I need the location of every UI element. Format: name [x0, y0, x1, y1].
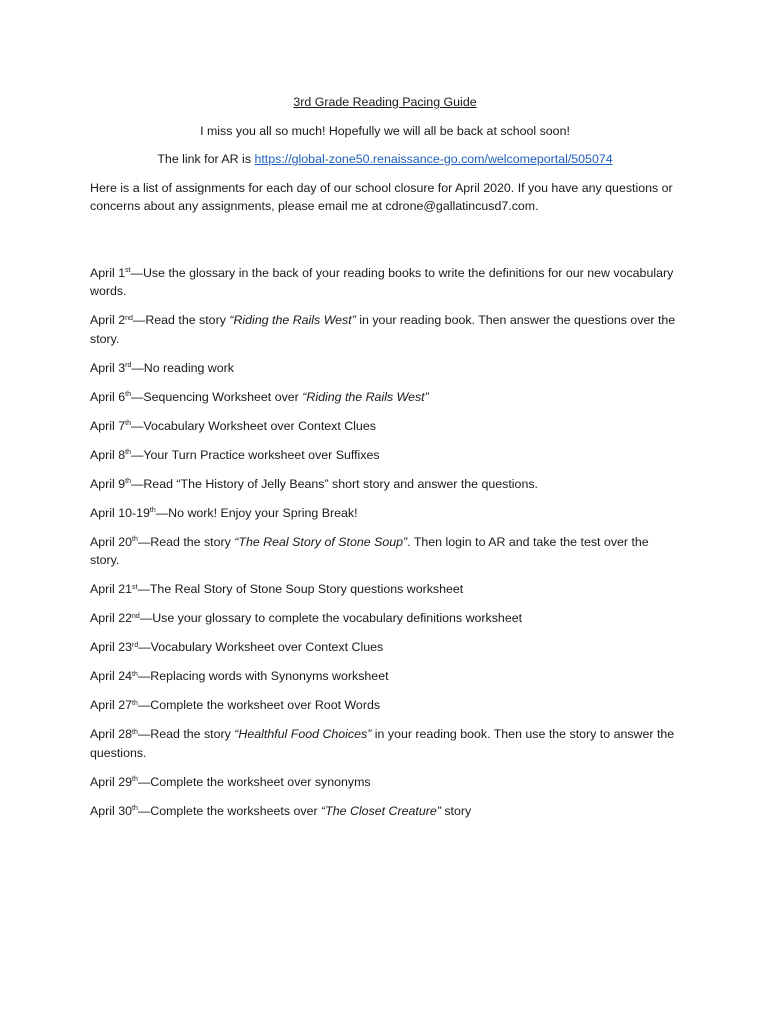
- assignment-text: —Use your glossary to complete the vocabulary definitions worksheet: [139, 611, 523, 625]
- story-title: “Riding the Rails West”: [229, 313, 356, 327]
- assignment-day: April 30: [90, 803, 133, 818]
- day-ordinal-suffix: st: [125, 267, 131, 275]
- assignment-entry: [90, 580, 680, 599]
- assignment-text: —Vocabulary Worksheet over Context Clues: [130, 418, 376, 433]
- assignment-day: April 29: [90, 774, 133, 789]
- assignment-entry: [90, 359, 680, 378]
- day-ordinal-suffix: th: [125, 449, 131, 457]
- assignment-list: [90, 264, 680, 821]
- assignment-day: April 21: [90, 582, 133, 596]
- document-page: [90, 93, 680, 831]
- assignment-day: April 22: [90, 611, 133, 625]
- ar-link[interactable]: https://global-zone50.renaissance-go.com/welcomeportal/505074: [254, 152, 613, 166]
- day-ordinal-suffix: rd: [132, 641, 139, 649]
- day-ordinal-suffix: th: [132, 728, 138, 736]
- assignment-entry: [90, 609, 680, 628]
- day-ordinal-suffix: th: [132, 699, 138, 707]
- assignment-day: April 2: [90, 313, 126, 327]
- assignment-entry: [90, 311, 680, 348]
- assignment-text: —Complete the worksheets over: [137, 803, 322, 818]
- story-title: “Healthful Food Choices”: [234, 727, 372, 741]
- assignment-text: story: [440, 803, 472, 818]
- assignment-day: April 9: [90, 476, 126, 491]
- assignment-text: —Read the story: [137, 534, 235, 549]
- assignment-entry: [90, 533, 680, 570]
- story-title: “Riding the Rails West”: [302, 389, 429, 404]
- assignment-entry: [90, 264, 680, 301]
- assignment-entry: [90, 446, 680, 465]
- assignment-text: —Vocabulary Worksheet over Context Clues: [138, 640, 384, 654]
- day-ordinal-suffix: rd: [125, 362, 132, 370]
- assignment-day: April 23: [90, 640, 133, 654]
- assignment-day: April 10-19: [90, 505, 150, 520]
- intro-paragraph: Here is a list of assignments for each day of our school closure for April 2020. If you have any questions or concerns about any assignments, please email me at cdrone@gallatincusd7.com.: [90, 180, 673, 213]
- day-ordinal-suffix: th: [125, 420, 131, 428]
- assignment-entry: [90, 638, 680, 657]
- assignment-text: in your reading book. Then answer the questions over the story.: [90, 313, 676, 346]
- assignment-text: —Read “The History of Jelly Beans” short story and answer the questions.: [130, 476, 538, 491]
- assignment-text: —Replacing words with Synonyms worksheet: [137, 669, 389, 683]
- day-ordinal-suffix: th: [149, 507, 156, 515]
- assignment-entry: [90, 725, 680, 762]
- ar-link-line: [90, 150, 680, 169]
- assignment-day: April 20: [90, 534, 133, 549]
- day-ordinal-suffix: th: [132, 536, 138, 544]
- assignment-entry: [90, 475, 680, 494]
- assignment-text: —Your Turn Practice worksheet over Suffixes: [130, 447, 380, 462]
- assignment-text: . Then login to AR and take the test over the story.: [90, 534, 649, 567]
- assignment-entry: [90, 504, 680, 523]
- day-ordinal-suffix: nd: [125, 314, 133, 322]
- assignment-day: April 3: [90, 360, 126, 375]
- day-ordinal-suffix: nd: [132, 612, 140, 620]
- story-title: “The Real Story of Stone Soup”: [234, 534, 408, 549]
- assignment-text: —Read the story: [132, 313, 230, 327]
- assignment-entry: [90, 773, 680, 792]
- assignment-text: —Complete the worksheet over Root Words: [137, 698, 381, 712]
- day-ordinal-suffix: th: [125, 478, 131, 486]
- assignment-day: April 8: [90, 447, 126, 462]
- day-ordinal-suffix: th: [125, 391, 131, 399]
- assignment-day: April 24: [90, 669, 133, 683]
- assignment-text: in your reading book. Then use the story to answer the questions.: [90, 727, 675, 760]
- day-ordinal-suffix: th: [132, 805, 138, 813]
- assignment-entry: [90, 388, 680, 407]
- document-title: 3rd Grade Reading Pacing Guide: [293, 95, 477, 109]
- assignment-text: —Complete the worksheet over synonyms: [137, 774, 371, 789]
- day-ordinal-suffix: st: [132, 583, 138, 591]
- assignment-entry: [90, 667, 680, 686]
- assignment-entry: [90, 417, 680, 436]
- assignment-text: —Read the story: [137, 727, 235, 741]
- assignment-text: —No reading work: [131, 360, 234, 375]
- ar-link-prefix: The link for AR is: [157, 152, 255, 166]
- greeting-text: I miss you all so much! Hopefully we will all be back at school soon!: [200, 123, 570, 138]
- assignment-day: April 1: [90, 265, 126, 280]
- assignment-day: April 7: [90, 418, 126, 433]
- day-ordinal-suffix: th: [132, 670, 138, 678]
- story-title: “The Closet Creature”: [321, 803, 441, 818]
- assignment-text: —Sequencing Worksheet over: [130, 389, 303, 404]
- assignment-entry: [90, 802, 680, 821]
- day-ordinal-suffix: th: [132, 776, 138, 784]
- assignment-day: April 27: [90, 698, 133, 712]
- assignment-text: —The Real Story of Stone Soup Story questions worksheet: [137, 582, 464, 596]
- assignment-text: —No work! Enjoy your Spring Break!: [155, 505, 358, 520]
- assignment-day: April 6: [90, 389, 126, 404]
- assignment-text: —Use the glossary in the back of your reading books to write the definitions for our new vocabulary words.: [90, 265, 674, 298]
- assignment-day: April 28: [90, 727, 133, 741]
- assignment-entry: [90, 696, 680, 715]
